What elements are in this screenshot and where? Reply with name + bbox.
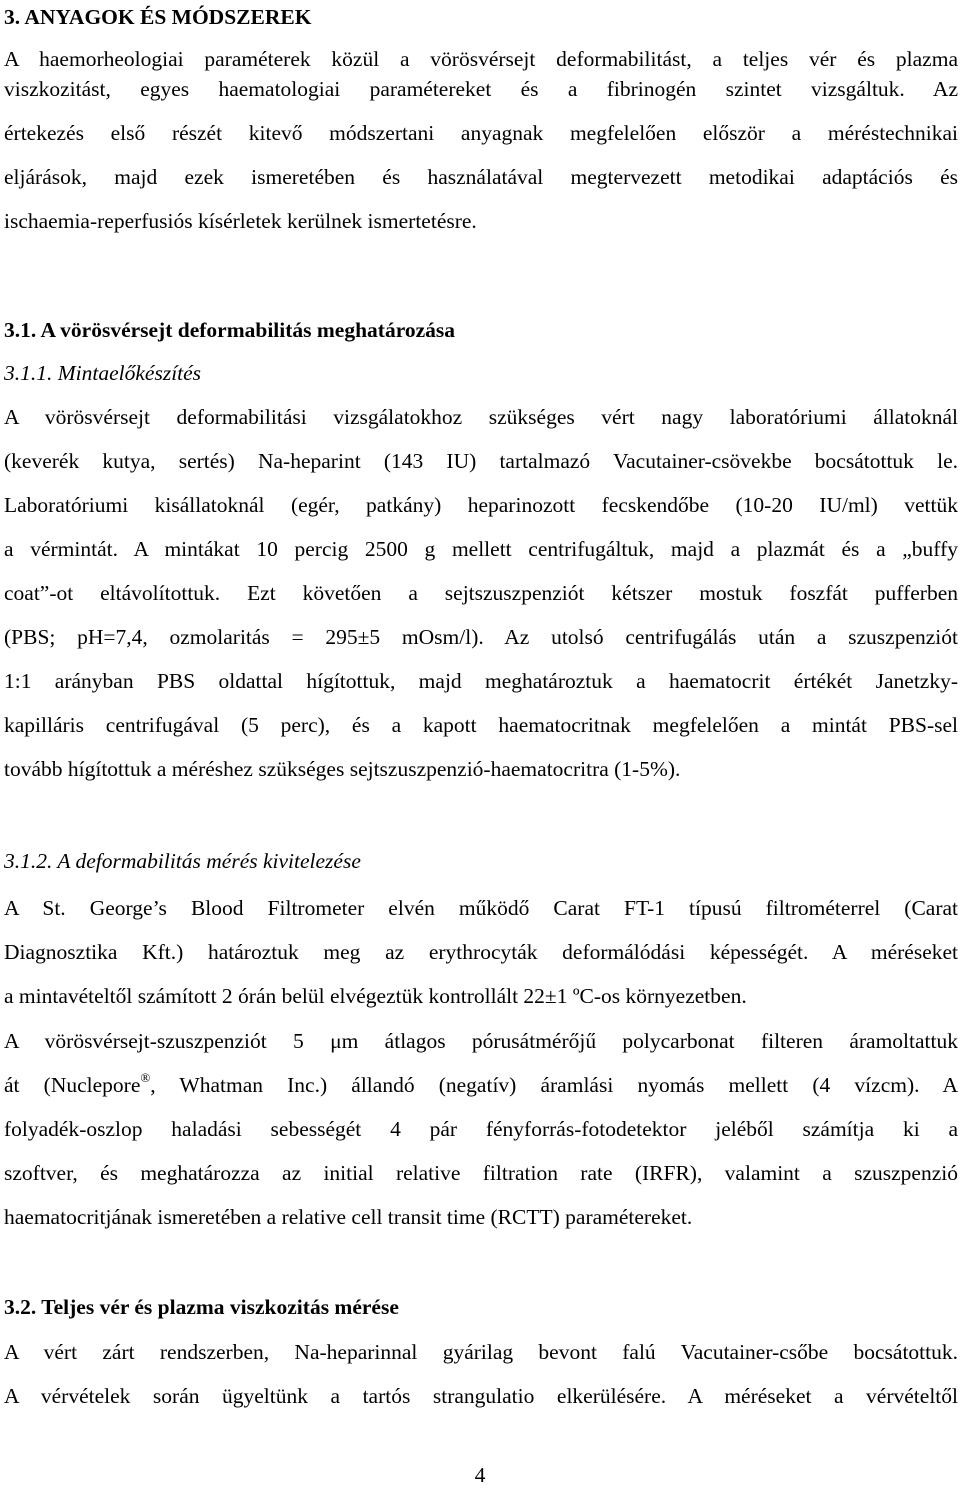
text-line: tovább hígítottuk a méréshez szükséges sejtszuszpenzió-haematocritra (1-5%). bbox=[4, 757, 681, 781]
chapter-title: 3. ANYAGOK ÉS MÓDSZEREK bbox=[4, 5, 312, 29]
page-number: 4 bbox=[474, 1463, 486, 1487]
registered-mark: ® bbox=[140, 1070, 151, 1085]
text-line: (PBS; pH=7,4, ozmolaritás = 295±5 mOsm/l). Az utolsó centrifugálás után a szuszpenziót bbox=[4, 625, 958, 649]
text-line: A St. George’s Blood Filtrometer elvén működő Carat FT-1 típusú filtrométerrel (Carat bbox=[4, 896, 958, 920]
text-segment: , Whatman Inc.) állandó (negatív) áramlási nyomás mellett (4 vízcm). A bbox=[150, 1073, 958, 1097]
filtration-paragraph bbox=[4, 1026, 958, 1232]
text-line: folyadék-oszlop haladási sebességét 4 pár fényforrás-fotodetektor jeléből számítja ki a bbox=[4, 1117, 958, 1141]
text-line: A vörösvérsejt-szuszpenziót 5 μm átlagos pórusátmérőjű polycarbonat filteren áramoltattuk bbox=[4, 1029, 958, 1053]
text-line: (keverék kutya, sertés) Na-heparint (143 IU) tartalmazó Vacutainer-csövekbe bocsátottuk le. bbox=[4, 449, 958, 473]
text-line: viszkozitást, egyes haematologiai paramétereket és a fibrinogén szintet vizsgáltuk. Az bbox=[4, 77, 958, 101]
text-line: A haemorheologiai paraméterek közül a vörösvérsejt deformabilitást, a teljes vér és plazma bbox=[4, 47, 958, 71]
text-line: eljárások, majd ezek ismeretében és használatával megtervezett metodikai adaptációs és bbox=[4, 165, 958, 189]
intro-paragraph bbox=[4, 44, 958, 236]
viscosity-paragraph bbox=[4, 1337, 958, 1411]
text-line: 1:1 arányban PBS oldattal hígítottuk, majd meghatároztuk a haematocrit értékét Janetzky- bbox=[4, 669, 958, 693]
subsection-heading-3-1-1: 3.1.1. Mintaelőkészítés bbox=[4, 361, 202, 385]
text-line: A vért zárt rendszerben, Na-heparinnal gyárilag bevont falú Vacutainer-csőbe bocsátottuk. bbox=[4, 1340, 958, 1364]
text-line: kapilláris centrifugával (5 perc), és a kapott haematocritnak megfelelően a mintát PBS-sel bbox=[4, 713, 958, 737]
subsection-heading-3-1-2: 3.1.2. A deformabilitás mérés kivitelezése bbox=[4, 849, 361, 873]
text-line: A vörösvérsejt deformabilitási vizsgálatokhoz szükséges vért nagy laboratóriumi állatoknál bbox=[4, 405, 958, 429]
text-line: a vérmintát. A mintákat 10 percig 2500 g mellett centrifugáltuk, majd a plazmát és a „buffy bbox=[4, 537, 958, 561]
text-line: haematocritjának ismeretében a relative cell transit time (RCTT) paramétereket. bbox=[4, 1205, 693, 1229]
text-line: Laboratóriumi kisállatoknál (egér, patkány) heparinozott fecskendőbe (10-20 IU/ml) vettük bbox=[4, 493, 958, 517]
text-line: ischaemia-reperfusiós kísérletek kerülnek ismertetésre. bbox=[4, 209, 477, 233]
text-line: szoftver, és meghatározza az initial relative filtration rate (IRFR), valamint a szuszpenzió bbox=[4, 1161, 958, 1185]
text-line-with-registered-mark bbox=[4, 1070, 958, 1100]
section-heading-3-2: 3.2. Teljes vér és plazma viszkozitás mérése bbox=[4, 1295, 399, 1319]
text-line: a mintavételtől számított 2 órán belül elvégeztük kontrollált 22±1 ºC-os környezetben. bbox=[4, 984, 747, 1008]
text-line: Diagnosztika Kft.) határoztuk meg az erythrocyták deformálódási képességét. A méréseket bbox=[4, 940, 958, 964]
section-heading-3-1: 3.1. A vörösvérsejt deformabilitás meghatározása bbox=[4, 318, 456, 342]
text-line: értekezés első részét kitevő módszertani anyagnak megfelelően először a méréstechnikai bbox=[4, 121, 958, 145]
text-line: A vérvételek során ügyeltünk a tartós strangulatio elkerülésére. A méréseket a vérvételtől bbox=[4, 1384, 958, 1408]
sample-preparation-paragraph bbox=[4, 402, 958, 784]
filtrometer-paragraph bbox=[4, 893, 958, 1011]
text-line: coat”-ot eltávolítottuk. Ezt követően a sejtszuszpenziót kétszer mostuk foszfát pufferben bbox=[4, 581, 958, 605]
text-segment: át (Nuclepore bbox=[4, 1073, 141, 1097]
